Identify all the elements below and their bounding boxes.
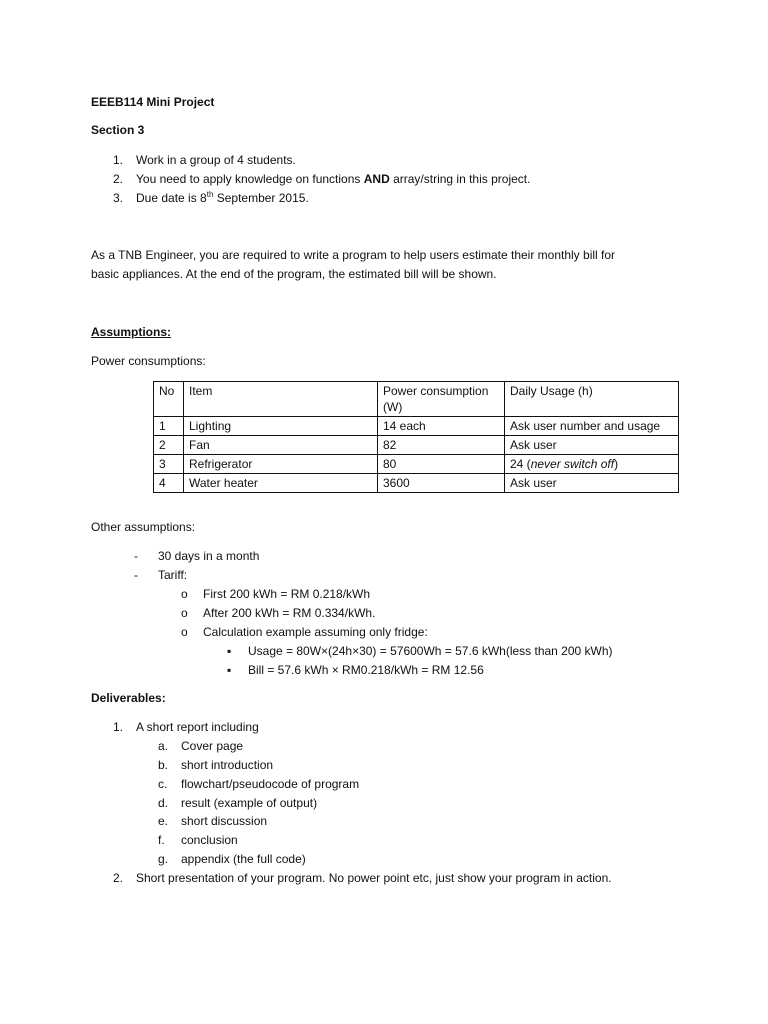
power-consumption-table (153, 381, 679, 493)
table-header-row (154, 382, 679, 417)
deliverable-subitem: short introduction (181, 758, 274, 772)
table-cell: Fan (184, 436, 378, 455)
table-row (154, 417, 679, 436)
circle-bullet: o (181, 625, 188, 639)
deliverable-subitem: result (example of output) (181, 796, 318, 810)
table-cell: Lighting (184, 417, 378, 436)
instruction-item: Work in a group of 4 students. (136, 153, 296, 167)
tariff-item: First 200 kWh = RM 0.218/kWh (203, 587, 371, 601)
deliverable-item: Short presentation of your program. No power point etc, just show your program in action. (136, 871, 612, 885)
calculation-line: Bill = 57.6 kWh × RM0.218/kWh = RM 12.56 (248, 663, 484, 677)
deliverable-subitem: Cover page (181, 739, 244, 753)
square-bullet: ▪ (227, 644, 232, 658)
dash-bullet: - (134, 568, 138, 582)
table-row (154, 436, 679, 455)
intro-paragraph-line: As a TNB Engineer, you are required to write a program to help users estimate their monthly bill for (91, 248, 616, 262)
section-label: Section 3 (91, 123, 145, 137)
table-cell: 24 (never switch off) (505, 455, 679, 474)
table-cell: 1 (154, 417, 184, 436)
sub-letter: c. (158, 777, 168, 791)
table-row (154, 455, 679, 474)
table-cell: 80 (378, 455, 505, 474)
table-cell: 3600 (378, 474, 505, 493)
table-row (154, 474, 679, 493)
instruction-item: You need to apply knowledge on functions AND array/string in this project. (136, 172, 531, 186)
assumptions-heading: Assumptions: (91, 325, 172, 339)
deliverable-subitem: flowchart/pseudocode of program (181, 777, 360, 791)
deliverable-subitem: short discussion (181, 814, 268, 828)
dash-bullet: - (134, 549, 138, 563)
circle-bullet: o (181, 606, 188, 620)
list-number: 3. (113, 191, 124, 205)
calculation-line: Usage = 80W×(24h×30) = 57600Wh = 57.6 kWh(less than 200 kWh) (248, 644, 613, 658)
sub-letter: f. (158, 833, 165, 847)
assumption-item: 30 days in a month (158, 549, 260, 563)
table-header-cell: Power consumption (W) (378, 382, 505, 417)
table-cell: Ask user number and usage (505, 417, 679, 436)
table-cell: 2 (154, 436, 184, 455)
instruction-item: Due date is 8th September 2015. (136, 190, 309, 205)
sub-letter: b. (158, 758, 169, 772)
sub-letter: d. (158, 796, 169, 810)
table-cell: Refrigerator (184, 455, 378, 474)
table-header-cell: Item (184, 382, 378, 417)
table-header-cell: No (154, 382, 184, 417)
intro-paragraph-line: basic appliances. At the end of the program, the estimated bill will be shown. (91, 267, 497, 281)
list-number: 1. (113, 153, 124, 167)
list-number: 2. (113, 871, 124, 885)
sub-letter: e. (158, 814, 169, 828)
deliverable-subitem: conclusion (181, 833, 238, 847)
sub-letter: g. (158, 852, 169, 866)
table-cell: 82 (378, 436, 505, 455)
deliverable-item: A short report including (136, 720, 259, 734)
table-header-cell: Daily Usage (h) (505, 382, 679, 417)
deliverables-heading: Deliverables: (91, 691, 166, 705)
tariff-item: Calculation example assuming only fridge: (203, 625, 428, 639)
circle-bullet: o (181, 587, 188, 601)
list-number: 2. (113, 172, 124, 186)
other-assumptions-heading: Other assumptions: (91, 520, 196, 534)
table-cell: 3 (154, 455, 184, 474)
tariff-item: After 200 kWh = RM 0.334/kWh. (203, 606, 376, 620)
table-cell: Water heater (184, 474, 378, 493)
document-title: EEEB114 Mini Project (91, 95, 215, 109)
sub-letter: a. (158, 739, 169, 753)
table-cell: 14 each (378, 417, 505, 436)
square-bullet: ▪ (227, 663, 232, 677)
tariff-label: Tariff: (158, 568, 188, 582)
deliverable-subitem: appendix (the full code) (181, 852, 306, 866)
table-cell: Ask user (505, 474, 679, 493)
list-number: 1. (113, 720, 124, 734)
table-cell: 4 (154, 474, 184, 493)
table-cell: Ask user (505, 436, 679, 455)
power-consumptions-heading: Power consumptions: (91, 354, 206, 368)
